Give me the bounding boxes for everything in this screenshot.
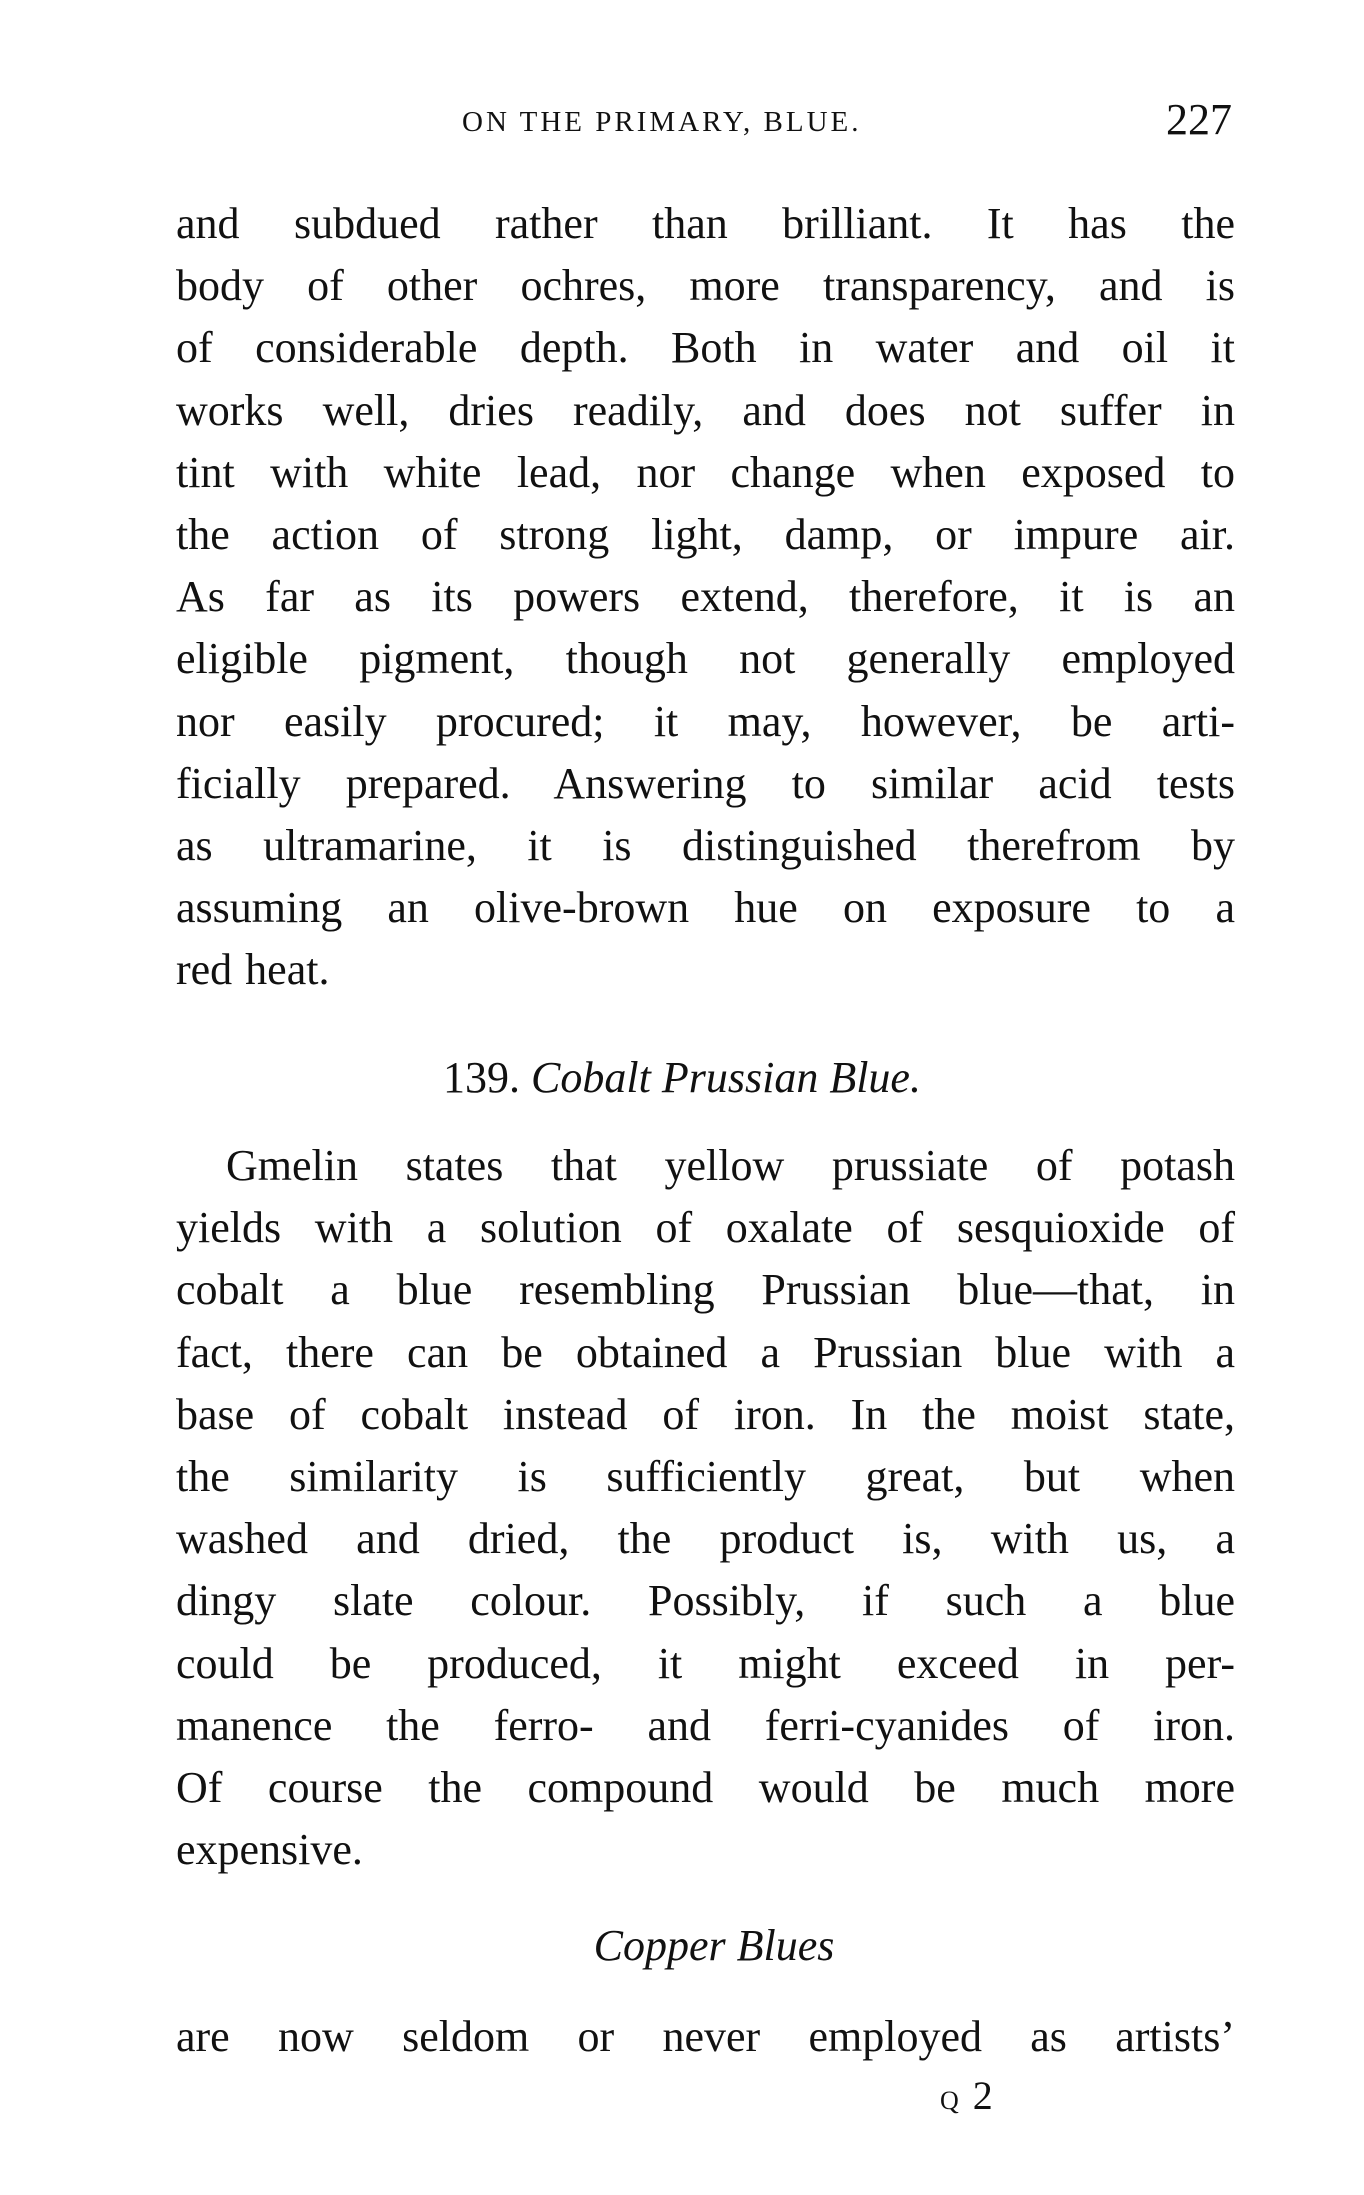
text-line: body of other ochres, more transparency, and is (176, 261, 1235, 311)
page-number: 227 (1166, 95, 1232, 144)
text-line: eligible pigment, though not generally employed (176, 634, 1235, 684)
text-line: assuming an olive-brown hue on exposure to a (176, 883, 1235, 933)
text-line: nor easily procured; it may, however, be arti- (176, 696, 1235, 746)
running-title: ON THE PRIMARY, BLUE. (462, 106, 862, 138)
text-line: and subdued rather than brilliant. It has the (176, 199, 1235, 248)
text-line: expensive. (176, 1825, 363, 1875)
signature-number: 2 (972, 2073, 993, 2118)
signature-mark (940, 2072, 993, 2119)
text-line: fact, there can be obtained a Prussian blue with a (176, 1327, 1235, 1377)
section-heading-copper-blues (32, 1920, 1364, 1972)
text-line: As far as its powers extend, therefore, it is an (176, 572, 1235, 622)
section-number: 139. (443, 1053, 521, 1102)
text-line: of considerable depth. Both in water and oil it (176, 323, 1235, 373)
text-line: works well, dries readily, and does not suffer in (176, 385, 1235, 435)
section-title: Copper Blues (593, 1921, 835, 1970)
text-line: Gmelin states that yellow prussiate of potash (226, 1141, 1235, 1190)
text-line: could be produced, it might exceed in per- (176, 1638, 1235, 1688)
section-heading-139 (0, 1052, 1364, 1104)
text-line: manence the ferro- and ferri-cyanides of iron. (176, 1700, 1235, 1750)
section-title: Cobalt Prussian Blue. (531, 1053, 921, 1102)
signature-letter: Q (940, 2086, 959, 2115)
text-line: tint with white lead, nor change when exposed to (176, 447, 1235, 497)
text-line: dingy slate colour. Possibly, if such a blue (176, 1576, 1235, 1626)
text-line: the similarity is sufficiently great, but when (176, 1452, 1235, 1501)
text-line: Of course the compound would be much more (176, 1763, 1235, 1812)
text-line: cobalt a blue resembling Prussian blue—that, in (176, 1265, 1235, 1315)
text-line: ficially prepared. Answering to similar acid tests (176, 758, 1235, 808)
text-line: red heat. (176, 945, 330, 995)
text-line: washed and dried, the product is, with us, a (176, 1514, 1235, 1564)
text-line: as ultramarine, it is distinguished therefrom by (176, 821, 1235, 870)
text-line: are now seldom or never employed as artists’ (176, 2012, 1235, 2061)
text-line: yields with a solution of oxalate of sesquioxide of (176, 1203, 1235, 1253)
text-line: base of cobalt instead of iron. In the moist state, (176, 1389, 1235, 1439)
text-line: the action of strong light, damp, or impure air. (176, 510, 1235, 559)
